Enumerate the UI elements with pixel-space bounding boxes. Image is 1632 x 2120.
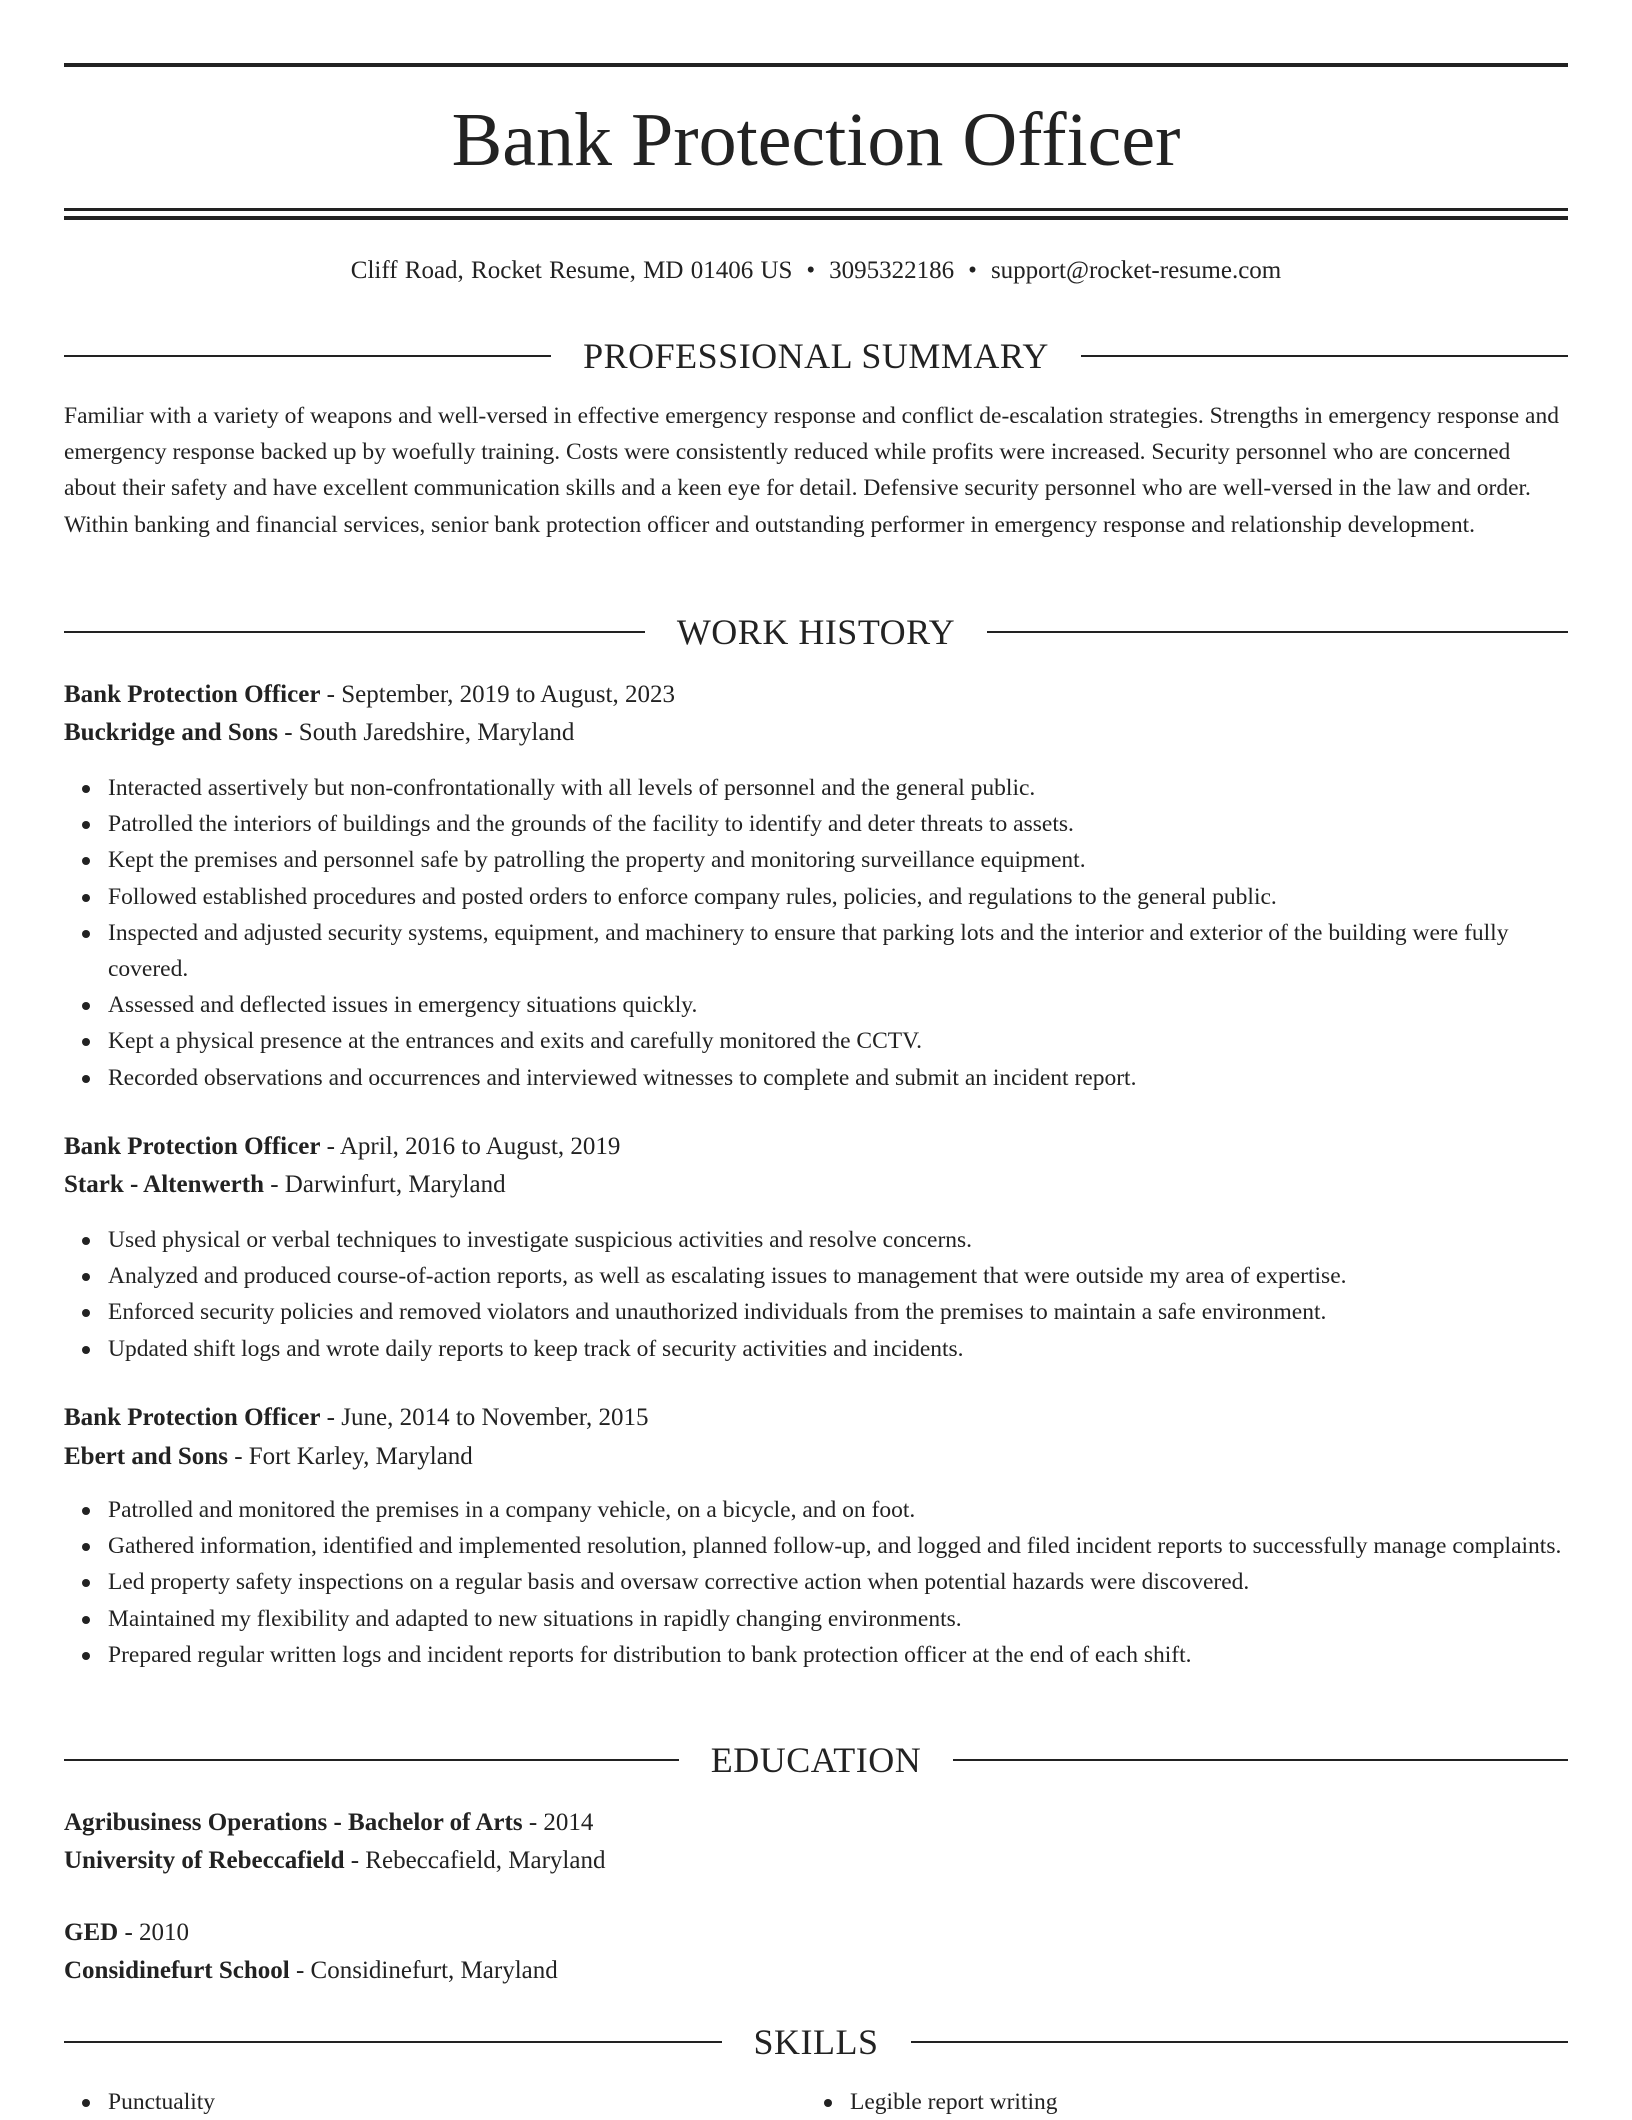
job-location: - South Jaredshire, Maryland xyxy=(284,719,575,746)
section-title: EDUCATION xyxy=(710,1740,922,1780)
heading-rule-right xyxy=(1081,355,1568,357)
contact-separator: • xyxy=(968,257,977,284)
job-title-line xyxy=(64,1131,1568,1163)
summary-heading xyxy=(64,334,1568,378)
education-degree-line xyxy=(64,1807,1568,1839)
heading-rule-right xyxy=(953,1759,1568,1761)
education-school: University of Rebeccafield xyxy=(64,1847,345,1874)
job-location: - Fort Karley, Maryland xyxy=(234,1443,473,1470)
job-company-line xyxy=(64,1169,1568,1201)
heading-rule-right xyxy=(987,631,1568,633)
list-item: Used physical or verbal techniques to investigate suspicious activities and resolve concerns. xyxy=(108,1222,1568,1258)
education-school-line xyxy=(64,1845,1568,1877)
contact-address: Cliff Road, Rocket Resume, MD 01406 US xyxy=(350,257,793,284)
job-title: Bank Protection Officer xyxy=(64,681,321,708)
skills-list-right xyxy=(806,2084,1058,2120)
header-rule-upper xyxy=(64,208,1568,211)
summary-text: Familiar with a variety of weapons and well-versed in effective emergency response and conflict de-escalation strategies. Strengths in emergency response and emergency response backed up by woefully training. Costs were consistently reduced while profits were increased. Security personnel who are concerned about their safety and have excellent communication skills and a keen eye for detail. Defensive security personnel who are well-versed in the law and order. Within banking and financial services, senior bank protection officer and outstanding performer in emergency response and relationship development. xyxy=(64,403,1559,538)
section-title: WORK HISTORY xyxy=(676,612,956,652)
contact-phone: 3095322186 xyxy=(829,257,955,284)
work-history-heading xyxy=(64,610,1568,654)
skills-heading xyxy=(64,2020,1568,2064)
education-heading xyxy=(64,1738,1568,1782)
job-title: Bank Protection Officer xyxy=(64,1133,321,1160)
job-company: Stark - Altenwerth xyxy=(64,1171,264,1198)
job-company-line xyxy=(64,1441,1568,1473)
list-item: Patrolled and monitored the premises in a company vehicle, on a bicycle, and on foot. xyxy=(108,1492,1568,1528)
education-degree: GED xyxy=(64,1919,119,1946)
list-item: Inspected and adjusted security systems, equipment, and machinery to ensure that parking lots and the interior and exterior of the building were fully covered. xyxy=(108,915,1568,987)
education-school-line xyxy=(64,1955,1568,1987)
list-item: Punctuality xyxy=(108,2084,215,2120)
heading-rule-left xyxy=(64,355,551,357)
heading-rule-right xyxy=(911,2041,1569,2043)
education-year: - 2014 xyxy=(528,1809,594,1836)
education-school: Considinefurt School xyxy=(64,1957,290,1984)
list-item: Followed established procedures and posted orders to enforce company rules, policies, and regulations to the general public. xyxy=(108,879,1568,915)
education-year: - 2010 xyxy=(124,1919,190,1946)
list-item: Led property safety inspections on a regular basis and oversaw corrective action when potential hazards were discovered. xyxy=(108,1564,1568,1600)
skills-list-left xyxy=(64,2084,215,2120)
heading-rule-left xyxy=(64,631,645,633)
list-item: Legible report writing xyxy=(850,2084,1058,2120)
list-item: Kept a physical presence at the entrances and exits and carefully monitored the CCTV. xyxy=(108,1023,1568,1059)
education-location: - Rebeccafield, Maryland xyxy=(350,1847,606,1874)
list-item: Recorded observations and occurrences and interviewed witnesses to complete and submit an incident report. xyxy=(108,1060,1568,1096)
list-item: Analyzed and produced course-of-action reports, as well as escalating issues to management that were outside my area of expertise. xyxy=(108,1258,1568,1294)
contact-separator: • xyxy=(806,257,816,284)
job-company: Buckridge and Sons xyxy=(64,719,278,746)
job-bullets xyxy=(64,770,1568,1096)
list-item: Enforced security policies and removed violators and unauthorized individuals from the premises to maintain a safe environment. xyxy=(108,1294,1568,1330)
education-degree: Agribusiness Operations - Bachelor of Arts xyxy=(64,1809,523,1836)
list-item: Prepared regular written logs and incident reports for distribution to bank protection officer at the end of each shift. xyxy=(108,1637,1568,1673)
heading-rule-left xyxy=(64,1759,679,1761)
list-item: Updated shift logs and wrote daily reports to keep track of security activities and incidents. xyxy=(108,1331,1568,1367)
contact-line xyxy=(64,255,1568,287)
job-bullets xyxy=(64,1222,1568,1367)
job-title-line xyxy=(64,1402,1568,1434)
list-item: Interacted assertively but non-confrontationally with all levels of personnel and the general public. xyxy=(108,770,1568,806)
job-bullets xyxy=(64,1492,1568,1673)
job-dates: - June, 2014 to November, 2015 xyxy=(326,1404,649,1431)
list-item: Assessed and deflected issues in emergency situations quickly. xyxy=(108,987,1568,1023)
job-company: Ebert and Sons xyxy=(64,1443,228,1470)
list-item: Gathered information, identified and implemented resolution, planned follow-up, and logged and filed incident reports to successfully manage complaints. xyxy=(108,1528,1568,1564)
contact-email: support@rocket-resume.com xyxy=(990,257,1282,284)
section-title: SKILLS xyxy=(753,2022,879,2062)
job-title-line xyxy=(64,679,1568,711)
education-degree-line xyxy=(64,1917,1568,1949)
header-rule-lower xyxy=(64,216,1568,220)
job-dates: - April, 2016 to August, 2019 xyxy=(326,1133,621,1160)
list-item: Patrolled the interiors of buildings and the grounds of the facility to identify and deter threats to assets. xyxy=(108,806,1568,842)
job-company-line xyxy=(64,717,1568,749)
job-location: - Darwinfurt, Maryland xyxy=(270,1171,506,1198)
heading-rule-left xyxy=(64,2041,722,2043)
education-location: - Considinefurt, Maryland xyxy=(295,1957,558,1984)
section-title: PROFESSIONAL SUMMARY xyxy=(583,336,1049,376)
job-title: Bank Protection Officer xyxy=(64,1404,321,1431)
list-item: Kept the premises and personnel safe by patrolling the property and monitoring surveillance equipment. xyxy=(108,842,1568,878)
top-rule xyxy=(64,63,1568,67)
resume-name: Bank Protection Officer xyxy=(451,98,1181,182)
list-item: Maintained my flexibility and adapted to new situations in rapidly changing environments. xyxy=(108,1601,1568,1637)
job-dates: - September, 2019 to August, 2023 xyxy=(326,681,675,708)
